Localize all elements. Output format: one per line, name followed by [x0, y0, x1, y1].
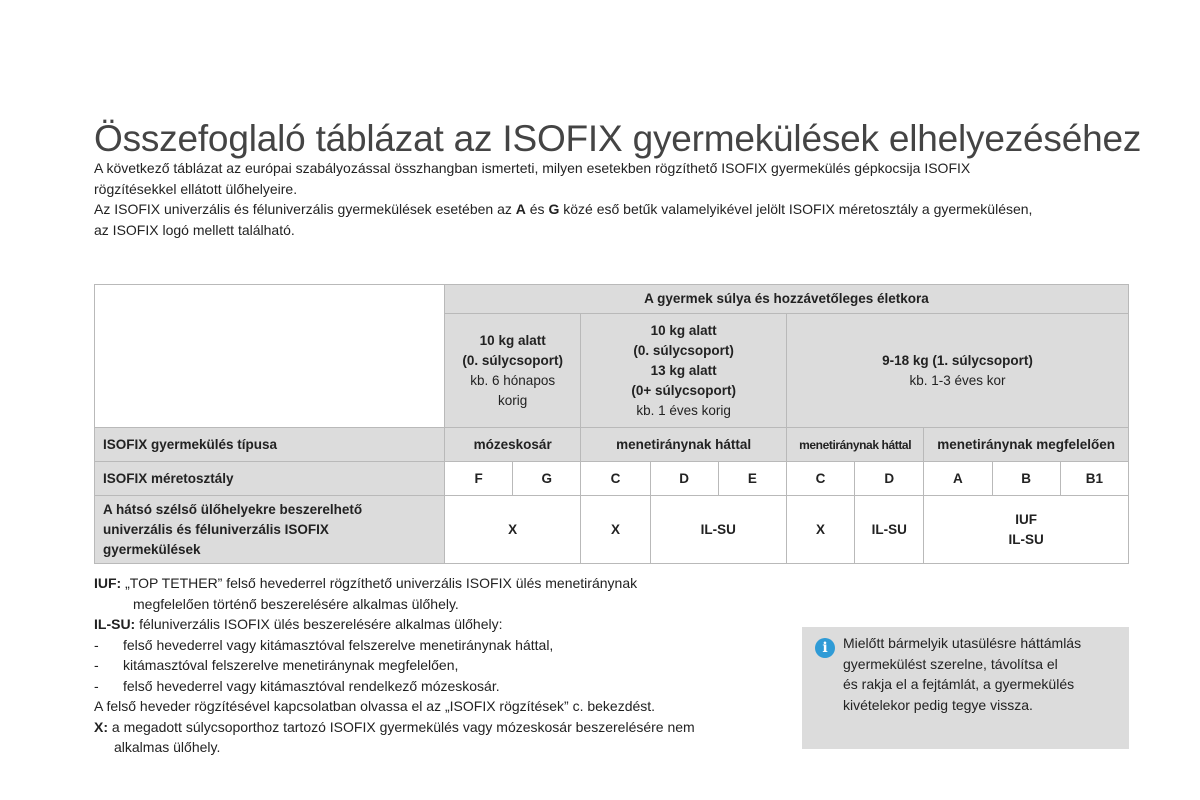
intro-p2-bold-g: G: [548, 201, 560, 217]
info-box: [802, 627, 1129, 749]
size-class-cell: C: [786, 462, 854, 496]
size-class-label: ISOFIX méretosztály: [95, 462, 445, 496]
intro-p2-text-c: közé eső betűk valamelyikével jelölt ISOFIX méretosztály a gyermekülésen,: [559, 201, 1033, 217]
intro-text: [94, 158, 1144, 240]
rear-seat-label-line1: A hátsó szélső ülőhelyekre beszerelhető: [103, 501, 363, 517]
intro-p2-text-b: és: [525, 201, 549, 217]
group-1-cell: [786, 314, 1128, 428]
rear-seat-value-ilsu: IL-SU: [1008, 531, 1044, 547]
rear-seat-label-line3: gyermekülések: [103, 541, 201, 557]
legend-bullet: [94, 635, 774, 656]
rear-seat-value-iuf-ilsu: [924, 496, 1129, 564]
legend-iuf-key: IUF:: [94, 575, 122, 591]
group-0-line2: (0. súlycsoport): [462, 352, 563, 368]
legend-bullet: [94, 676, 774, 697]
seat-type-row: [95, 428, 1129, 462]
info-line: kivételekor pedig tegye vissza.: [843, 696, 1033, 713]
rear-seat-value: X: [786, 496, 854, 564]
rear-seat-row: [95, 496, 1129, 564]
legend-x: [94, 717, 774, 738]
size-class-cell: F: [445, 462, 513, 496]
legend-iuf-text: „TOP TETHER” felső hevederrel rögzíthető univerzális ISOFIX ülés menetiránynak: [121, 575, 638, 591]
page-title: Összefoglaló táblázat az ISOFIX gyermekülések elhelyezéséhez: [94, 118, 1142, 159]
legend-dash: -: [94, 677, 99, 694]
table-header-row: [95, 285, 1129, 314]
seat-type-rear-facing-0plus: menetiránynak háttal: [581, 428, 787, 462]
legend-note: A felső heveder rögzítésével kapcsolatban olvassa el az „ISOFIX rögzítések” c. bekezdést.: [94, 698, 656, 714]
rear-seat-label-line2: univerzális és féluniverzális ISOFIX: [103, 521, 329, 537]
isofix-table: [94, 284, 1129, 564]
intro-paragraph-2: [94, 199, 1144, 240]
info-line: gyermekülést szerelne, távolítsa el: [843, 655, 1058, 672]
legend-bullet-text: felső hevederrel vagy kitámasztóval felszerelve menetiránynak háttal,: [123, 636, 554, 653]
intro-p2-text-a: Az ISOFIX univerzális és féluniverzális gyermekülések esetében az: [94, 201, 516, 217]
legend-bullet-text: felső hevederrel vagy kitámasztóval rendelkező mózeskosár.: [123, 677, 500, 694]
legend-ilsu-key: IL-SU:: [94, 616, 136, 632]
size-class-cell: A: [924, 462, 992, 496]
group-1-line1: 9-18 kg (1. súlycsoport): [882, 352, 1033, 368]
rear-seat-value: IL-SU: [650, 496, 786, 564]
legend-dash: -: [94, 636, 99, 653]
info-text: [843, 633, 1123, 715]
group-0-line4: korig: [498, 392, 528, 408]
group-0plus-line5: kb. 1 éves korig: [636, 402, 731, 418]
info-line: Mielőtt bármelyik utasülésre háttámlás: [843, 635, 1082, 651]
legend-bullet-text: kitámasztóval felszerelve menetiránynak megfelelően,: [123, 657, 459, 673]
group-0plus-line1: 10 kg alatt: [650, 322, 717, 338]
seat-type-label: ISOFIX gyermekülés típusa: [95, 428, 445, 462]
group-0plus-cell: [581, 314, 787, 428]
size-class-cell: C: [581, 462, 650, 496]
group-0plus-line3: 13 kg alatt: [650, 362, 717, 378]
size-class-cell: B: [992, 462, 1060, 496]
size-class-cell: D: [650, 462, 718, 496]
group-0-line1: 10 kg alatt: [479, 332, 546, 348]
legend-dash: -: [94, 657, 99, 673]
legend: [94, 573, 774, 758]
rear-seat-value: IL-SU: [855, 496, 924, 564]
group-0plus-line2: (0. súlycsoport): [633, 342, 734, 358]
seat-type-rear-facing-1: menetiránynak háttal: [786, 428, 923, 462]
rear-seat-label: [95, 496, 445, 564]
intro-p1-line1: A következő táblázat az európai szabályozással összhangban ismerteti, milyen esetekben rögzíthető ISOFIX gyermekülés gépkocsija ISOFIX: [94, 160, 971, 176]
rear-seat-value-iuf: IUF: [1015, 511, 1038, 527]
size-class-cell: B1: [1060, 462, 1128, 496]
legend-bullet: [94, 655, 774, 676]
group-0-line3: kb. 6 hónapos: [470, 372, 556, 388]
intro-p2-line2: az ISOFIX logó mellett található.: [94, 221, 295, 238]
intro-p2-bold-a: A: [515, 201, 526, 217]
group-1-line2: kb. 1-3 éves kor: [909, 372, 1006, 388]
group-0-cell: [445, 314, 581, 428]
legend-x-cont: alkalmas ülőhely.: [114, 739, 221, 755]
rear-seat-value: X: [445, 496, 581, 564]
intro-p1-line2: rögzítésekkel ellátott ülőhelyeire.: [94, 180, 298, 197]
info-icon: i: [815, 638, 835, 658]
intro-paragraph-1: [94, 158, 1144, 199]
weight-age-header: A gyermek súlya és hozzávetőleges életkora: [445, 285, 1129, 314]
group-0plus-line4: (0+ súlycsoport): [631, 382, 736, 398]
legend-iuf: [94, 573, 774, 594]
size-class-cell: G: [513, 462, 581, 496]
seat-type-forward-facing: menetiránynak megfelelően: [924, 428, 1129, 462]
size-class-cell: D: [855, 462, 924, 496]
rear-seat-value: X: [581, 496, 650, 564]
legend-ilsu-text: féluniverzális ISOFIX ülés beszerelésére alkalmas ülőhely:: [135, 616, 503, 632]
size-class-row: [95, 462, 1129, 496]
table-corner-cell: [95, 285, 445, 428]
seat-type-carrycot: mózeskosár: [445, 428, 581, 462]
legend-x-key: X:: [94, 718, 108, 735]
legend-iuf-cont: megfelelően történő beszerelésére alkalmas ülőhely.: [133, 595, 459, 612]
size-class-cell: E: [718, 462, 786, 496]
info-line: és rakja el a fejtámlát, a gyermekülés: [843, 676, 1075, 692]
legend-x-text: a megadott súlycsoporthoz tartozó ISOFIX gyermekülés vagy mózeskosár beszerelésére nem: [108, 718, 695, 735]
legend-ilsu: [94, 614, 774, 635]
